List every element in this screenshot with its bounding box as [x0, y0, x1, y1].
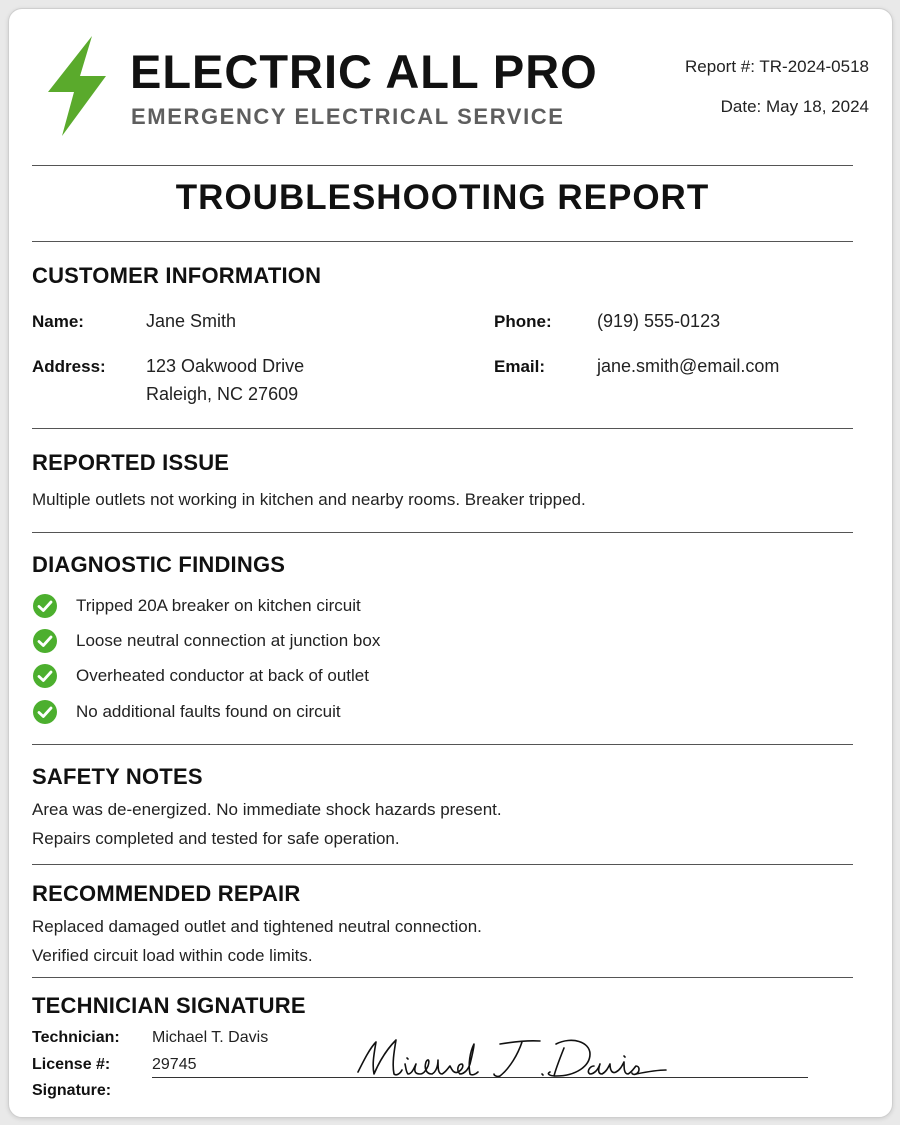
license-number: 29745 — [152, 1056, 197, 1073]
technician-name: Michael T. Davis — [152, 1029, 269, 1046]
report-title: TROUBLESHOOTING REPORT — [175, 178, 710, 217]
diagnostic-findings-heading: DIAGNOSTIC FINDINGS — [32, 552, 286, 577]
address-label: Address: — [32, 357, 106, 376]
phone-label: Phone: — [494, 312, 552, 331]
lightning-bolt-icon — [40, 34, 110, 138]
reported-issue-heading: REPORTED ISSUE — [32, 450, 230, 475]
address-line-2: Raleigh, NC 27609 — [146, 384, 299, 404]
safety-notes-heading: SAFETY NOTES — [32, 764, 203, 789]
divider — [32, 165, 853, 166]
customer-email: jane.smith@email.com — [597, 356, 780, 376]
finding-item: Loose neutral connection at junction box — [76, 631, 381, 650]
license-label: License #: — [32, 1056, 111, 1073]
address-line-1: 123 Oakwood Drive — [146, 356, 305, 376]
divider — [32, 241, 853, 242]
reported-issue-text: Multiple outlets not working in kitchen and nearby rooms. Breaker tripped. — [32, 490, 586, 509]
technician-signature-heading: TECHNICIAN SIGNATURE — [32, 993, 306, 1018]
customer-phone: (919) 555-0123 — [597, 311, 721, 331]
report-date: Date: May 18, 2024 — [720, 97, 869, 116]
finding-item: No additional faults found on circuit — [76, 702, 341, 721]
customer-name: Jane Smith — [146, 311, 237, 331]
repair-line: Verified circuit load within code limits. — [32, 946, 313, 965]
finding-item: Overheated conductor at back of outlet — [76, 666, 369, 685]
signature-line — [152, 1077, 808, 1078]
check-circle-icon — [32, 663, 58, 689]
signature-label: Signature: — [32, 1082, 112, 1099]
check-circle-icon — [32, 628, 58, 654]
safety-note-line: Repairs completed and tested for safe operation. — [32, 829, 400, 848]
divider — [32, 428, 853, 429]
report-number: Report #: TR-2024-0518 — [685, 57, 869, 76]
customer-info-heading: CUSTOMER INFORMATION — [32, 263, 322, 288]
divider — [32, 744, 853, 745]
safety-note-line: Area was de-energized. No immediate shock hazards present. — [32, 800, 502, 819]
email-label: Email: — [494, 357, 546, 376]
company-name: ELECTRIC ALL PRO — [130, 45, 598, 98]
name-label: Name: — [32, 312, 84, 331]
divider — [32, 864, 853, 865]
company-tagline: EMERGENCY ELECTRICAL SERVICE — [131, 104, 565, 129]
divider — [32, 532, 853, 533]
handwritten-signature — [350, 1030, 670, 1090]
check-circle-icon — [32, 699, 58, 725]
repair-line: Replaced damaged outlet and tightened neutral connection. — [32, 917, 482, 936]
check-circle-icon — [32, 593, 58, 619]
recommended-repair-heading: RECOMMENDED REPAIR — [32, 881, 301, 906]
finding-item: Tripped 20A breaker on kitchen circuit — [76, 596, 361, 615]
divider — [32, 977, 853, 978]
technician-label: Technician: — [32, 1029, 120, 1046]
